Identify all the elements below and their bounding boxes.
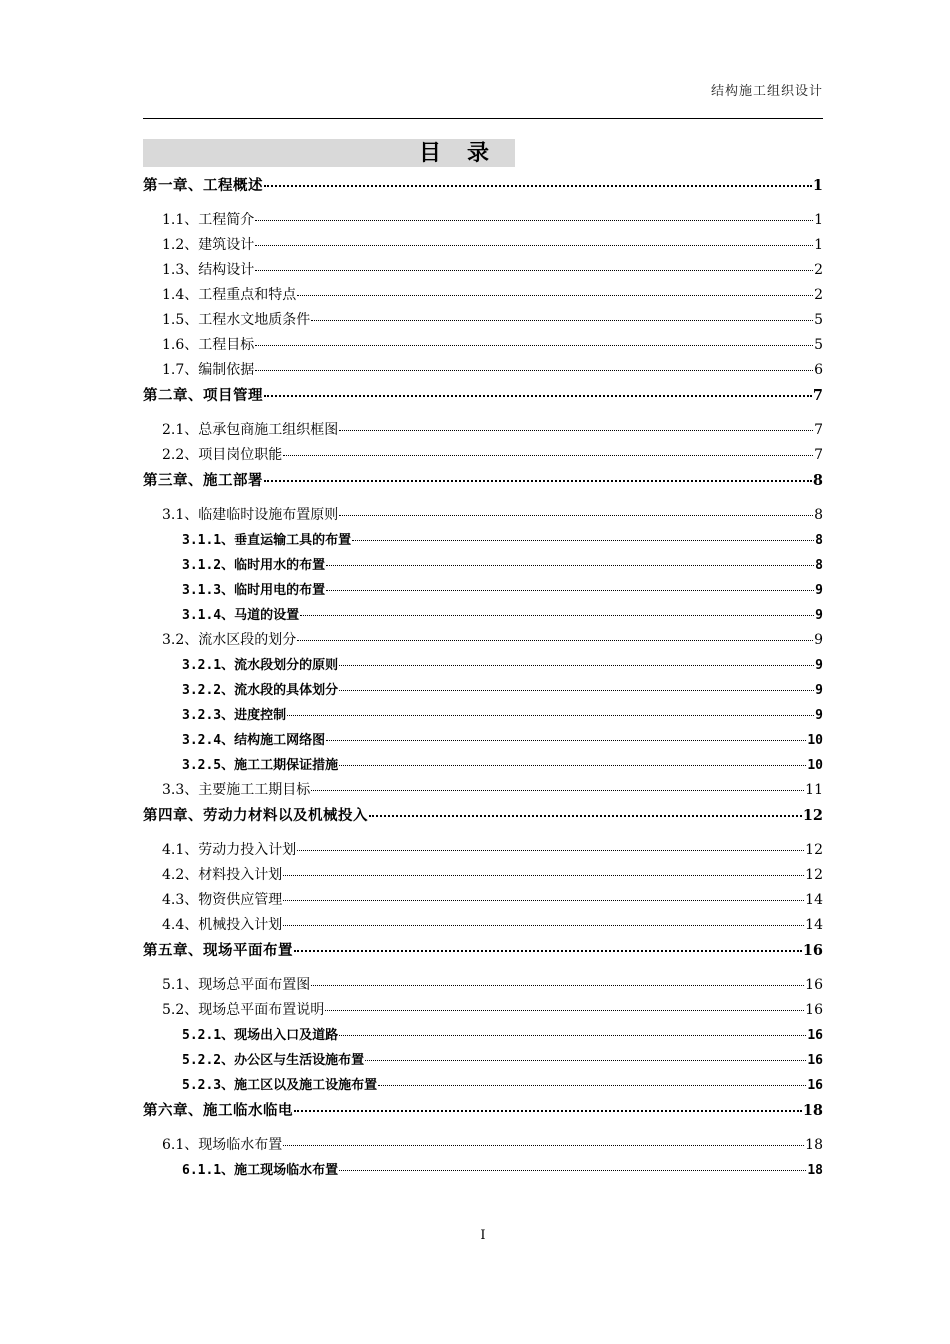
dot-leader bbox=[255, 345, 813, 346]
toc-entry-page: 1 bbox=[814, 212, 823, 228]
toc-entry-title: 3.2.4、结构施工网络图 bbox=[182, 733, 326, 748]
toc-entry-page: 2 bbox=[814, 262, 823, 278]
toc-entry-page: 12 bbox=[805, 842, 823, 858]
dot-leader bbox=[339, 665, 814, 666]
toc-section-entry[interactable] bbox=[143, 419, 823, 444]
toc-entry-title: 3.1.2、临时用水的布置 bbox=[182, 558, 326, 573]
dot-leader bbox=[255, 245, 813, 246]
toc-entry-page: 16 bbox=[805, 977, 823, 993]
toc-entry-title: 1.2、建筑设计 bbox=[162, 237, 255, 253]
page-number: I bbox=[480, 1228, 486, 1243]
toc-entry-page: 10 bbox=[807, 733, 823, 748]
toc-subsection-entry[interactable] bbox=[143, 604, 823, 629]
dot-leader bbox=[283, 1145, 804, 1146]
toc-section-entry[interactable] bbox=[143, 779, 823, 804]
toc-entry-title: 1.5、工程水文地质条件 bbox=[162, 312, 311, 328]
toc-entry-page: 12 bbox=[805, 867, 823, 883]
toc-subsection-entry[interactable] bbox=[143, 579, 823, 604]
toc-entry-title: 4.2、材料投入计划 bbox=[162, 867, 283, 883]
dot-leader bbox=[325, 1010, 804, 1011]
toc-subsection-entry[interactable] bbox=[143, 754, 823, 779]
dot-leader bbox=[287, 715, 814, 716]
dot-leader bbox=[264, 480, 812, 482]
toc-entry-title: 2.1、总承包商施工组织框图 bbox=[162, 422, 339, 438]
toc-section-entry[interactable] bbox=[143, 999, 823, 1024]
dot-leader bbox=[264, 185, 812, 187]
dot-leader bbox=[326, 590, 814, 591]
toc-entry-page: 9 bbox=[815, 583, 823, 598]
toc-entry-page: 12 bbox=[802, 807, 823, 824]
toc-entry-title: 第五章、现场平面布置 bbox=[143, 942, 293, 959]
toc-entry-page: 11 bbox=[805, 782, 823, 798]
dot-leader bbox=[300, 615, 814, 616]
dot-leader bbox=[283, 900, 804, 901]
dot-leader bbox=[339, 515, 813, 516]
dot-leader bbox=[297, 850, 804, 851]
dot-leader bbox=[283, 875, 804, 876]
toc-chapter-entry[interactable] bbox=[143, 939, 823, 974]
toc-entry-title: 第六章、施工临水临电 bbox=[143, 1102, 293, 1119]
toc-entry-title: 3.1.4、马道的设置 bbox=[182, 608, 300, 623]
toc-section-entry[interactable] bbox=[143, 629, 823, 654]
toc-entry-page: 8 bbox=[815, 533, 823, 548]
header-divider bbox=[143, 118, 823, 119]
toc-chapter-entry[interactable] bbox=[143, 804, 823, 839]
dot-leader bbox=[339, 690, 814, 691]
toc-entry-title: 3.2.5、施工工期保证措施 bbox=[182, 758, 339, 773]
toc-entry-title: 3.2.1、流水段划分的原则 bbox=[182, 658, 339, 673]
toc-entry-page: 9 bbox=[814, 632, 823, 648]
dot-leader bbox=[297, 640, 813, 641]
dot-leader bbox=[255, 370, 813, 371]
toc-entry-page: 18 bbox=[807, 1163, 823, 1178]
toc-entry-title: 第三章、施工部署 bbox=[143, 472, 263, 489]
dot-leader bbox=[255, 220, 813, 221]
toc-subsection-entry[interactable] bbox=[143, 654, 823, 679]
toc-entry-page: 16 bbox=[807, 1078, 823, 1093]
toc-chapter-entry[interactable] bbox=[143, 384, 823, 419]
toc-section-entry[interactable] bbox=[143, 284, 823, 309]
toc-entry-title: 5.2.1、现场出入口及道路 bbox=[182, 1028, 339, 1043]
dot-leader bbox=[369, 815, 802, 817]
toc-subsection-entry[interactable] bbox=[143, 704, 823, 729]
toc-entry-page: 18 bbox=[802, 1102, 823, 1119]
toc-entry-page: 16 bbox=[805, 1002, 823, 1018]
toc-section-entry[interactable] bbox=[143, 444, 823, 469]
toc-entry-title: 第一章、工程概述 bbox=[143, 177, 263, 194]
toc-entry-title: 1.4、工程重点和特点 bbox=[162, 287, 297, 303]
toc-subsection-entry[interactable] bbox=[143, 1024, 823, 1049]
dot-leader bbox=[255, 270, 813, 271]
toc-entry-page: 9 bbox=[815, 658, 823, 673]
dot-leader bbox=[311, 320, 813, 321]
toc-entry-title: 1.6、工程目标 bbox=[162, 337, 255, 353]
toc-entry-page: 7 bbox=[812, 387, 823, 404]
toc-entry-page: 9 bbox=[815, 683, 823, 698]
dot-leader bbox=[283, 925, 804, 926]
toc-entry-page: 1 bbox=[814, 237, 823, 253]
toc-section-entry[interactable] bbox=[143, 309, 823, 334]
toc-entry-title: 第四章、劳动力材料以及机械投入 bbox=[143, 807, 368, 824]
toc-entry-page: 16 bbox=[802, 942, 823, 959]
toc-subsection-entry[interactable] bbox=[143, 529, 823, 554]
toc-section-entry[interactable] bbox=[143, 839, 823, 864]
toc-entry-title: 2.2、项目岗位职能 bbox=[162, 447, 283, 463]
toc-section-entry[interactable] bbox=[143, 889, 823, 914]
toc-entry-title: 6.1、现场临水布置 bbox=[162, 1137, 283, 1153]
dot-leader bbox=[311, 985, 804, 986]
dot-leader bbox=[294, 950, 802, 952]
dot-leader bbox=[311, 790, 804, 791]
toc-chapter-entry[interactable] bbox=[143, 1099, 823, 1134]
dot-leader bbox=[339, 1170, 806, 1171]
table-of-contents bbox=[143, 174, 823, 1184]
toc-entry-page: 5 bbox=[814, 312, 823, 328]
toc-section-entry[interactable] bbox=[143, 504, 823, 529]
toc-heading: 目录 bbox=[143, 139, 515, 167]
toc-entry-page: 5 bbox=[814, 337, 823, 353]
dot-leader bbox=[339, 430, 813, 431]
dot-leader bbox=[264, 395, 812, 397]
toc-entry-title: 3.3、主要施工工期目标 bbox=[162, 782, 311, 798]
toc-entry-title: 3.1.1、垂直运输工具的布置 bbox=[182, 533, 352, 548]
toc-entry-page: 2 bbox=[814, 287, 823, 303]
toc-entry-title: 4.1、劳动力投入计划 bbox=[162, 842, 297, 858]
toc-entry-page: 7 bbox=[814, 447, 823, 463]
toc-subsection-entry[interactable] bbox=[143, 729, 823, 754]
toc-entry-page: 10 bbox=[807, 758, 823, 773]
toc-entry-title: 第二章、项目管理 bbox=[143, 387, 263, 404]
dot-leader bbox=[352, 540, 814, 541]
toc-entry-page: 9 bbox=[815, 608, 823, 623]
toc-entry-page: 14 bbox=[805, 892, 823, 908]
toc-entry-title: 6.1.1、施工现场临水布置 bbox=[182, 1163, 339, 1178]
dot-leader bbox=[297, 295, 813, 296]
toc-entry-title: 5.2.2、办公区与生活设施布置 bbox=[182, 1053, 365, 1068]
dot-leader bbox=[365, 1060, 806, 1061]
toc-entry-title: 5.1、现场总平面布置图 bbox=[162, 977, 311, 993]
dot-leader bbox=[294, 1110, 802, 1112]
dot-leader bbox=[378, 1085, 806, 1086]
toc-subsection-entry[interactable] bbox=[143, 554, 823, 579]
toc-entry-page: 16 bbox=[807, 1053, 823, 1068]
toc-section-entry[interactable] bbox=[143, 359, 823, 384]
running-header-title: 结构施工组织设计 bbox=[710, 84, 823, 99]
toc-section-entry[interactable] bbox=[143, 1134, 823, 1159]
toc-entry-page: 1 bbox=[812, 177, 823, 194]
toc-subsection-entry[interactable] bbox=[143, 1049, 823, 1074]
toc-entry-title: 3.2.2、流水段的具体划分 bbox=[182, 683, 339, 698]
dot-leader bbox=[283, 455, 813, 456]
dot-leader bbox=[326, 740, 806, 741]
toc-entry-page: 16 bbox=[807, 1028, 823, 1043]
toc-entry-title: 1.3、结构设计 bbox=[162, 262, 255, 278]
dot-leader bbox=[326, 565, 814, 566]
toc-entry-title: 4.4、机械投入计划 bbox=[162, 917, 283, 933]
dot-leader bbox=[339, 1035, 806, 1036]
toc-section-entry[interactable] bbox=[143, 974, 823, 999]
toc-section-entry[interactable] bbox=[143, 259, 823, 284]
toc-entry-page: 7 bbox=[814, 422, 823, 438]
toc-section-entry[interactable] bbox=[143, 234, 823, 259]
toc-entry-page: 18 bbox=[805, 1137, 823, 1153]
toc-entry-page: 8 bbox=[814, 507, 823, 523]
toc-entry-page: 14 bbox=[805, 917, 823, 933]
toc-entry-title: 1.7、编制依据 bbox=[162, 362, 255, 378]
toc-chapter-entry[interactable] bbox=[143, 469, 823, 504]
toc-entry-title: 5.2.3、施工区以及施工设施布置 bbox=[182, 1078, 378, 1093]
toc-entry-page: 8 bbox=[812, 472, 823, 489]
toc-entry-page: 9 bbox=[815, 708, 823, 723]
toc-subsection-entry[interactable] bbox=[143, 1074, 823, 1099]
toc-section-entry[interactable] bbox=[143, 209, 823, 234]
toc-subsection-entry[interactable] bbox=[143, 679, 823, 704]
toc-entry-title: 3.1、临建临时设施布置原则 bbox=[162, 507, 339, 523]
toc-subsection-entry[interactable] bbox=[143, 1159, 823, 1184]
toc-entry-title: 3.2.3、进度控制 bbox=[182, 708, 287, 723]
toc-entry-page: 8 bbox=[815, 558, 823, 573]
toc-entry-title: 3.1.3、临时用电的布置 bbox=[182, 583, 326, 598]
toc-section-entry[interactable] bbox=[143, 334, 823, 359]
toc-chapter-entry[interactable] bbox=[143, 174, 823, 209]
dot-leader bbox=[339, 765, 806, 766]
toc-entry-page: 6 bbox=[814, 362, 823, 378]
toc-entry-title: 5.2、现场总平面布置说明 bbox=[162, 1002, 325, 1018]
toc-section-entry[interactable] bbox=[143, 864, 823, 889]
toc-section-entry[interactable] bbox=[143, 914, 823, 939]
toc-entry-title: 4.3、物资供应管理 bbox=[162, 892, 283, 908]
toc-entry-title: 3.2、流水区段的划分 bbox=[162, 632, 297, 648]
toc-entry-title: 1.1、工程简介 bbox=[162, 212, 255, 228]
